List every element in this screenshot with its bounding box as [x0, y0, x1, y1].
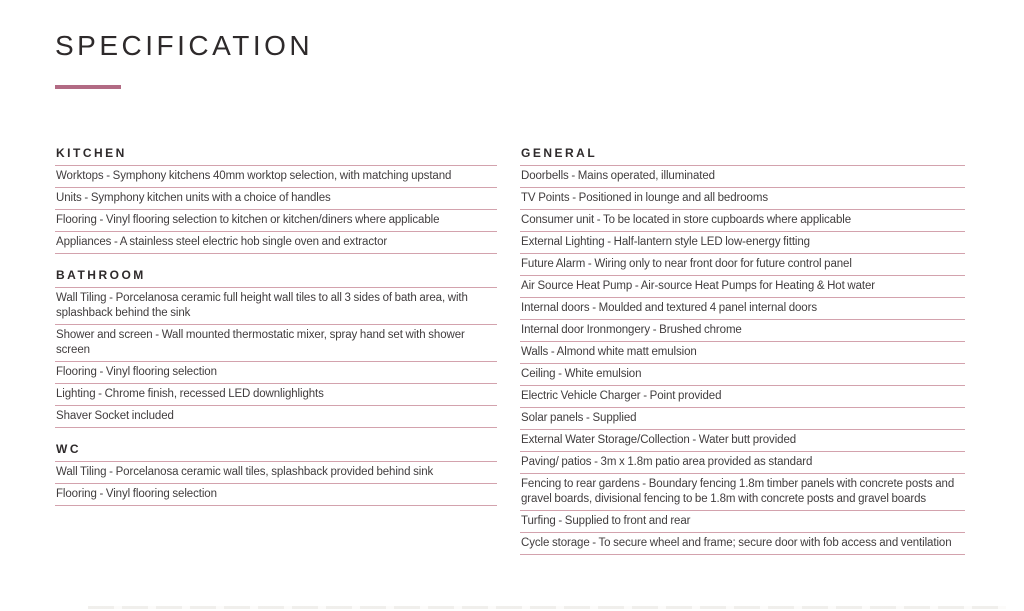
- spec-item: Air Source Heat Pump - Air-source Heat Pumps for Heating & Hot water: [520, 276, 965, 298]
- spec-item: Ceiling - White emulsion: [520, 364, 965, 386]
- spec-item: Shaver Socket included: [55, 406, 497, 428]
- spec-item: TV Points - Positioned in lounge and all bedrooms: [520, 188, 965, 210]
- spec-item: Wall Tiling - Porcelanosa ceramic wall tiles, splashback provided behind sink: [55, 462, 497, 484]
- spec-item: Lighting - Chrome finish, recessed LED downlighlights: [55, 384, 497, 406]
- spec-item: Flooring - Vinyl flooring selection: [55, 362, 497, 384]
- spec-item: Units - Symphony kitchen units with a choice of handles: [55, 188, 497, 210]
- page-header: [55, 30, 313, 89]
- spec-item: Paving/ patios - 3m x 1.8m patio area provided as standard: [520, 452, 965, 474]
- spec-item: Solar panels - Supplied: [520, 408, 965, 430]
- spec-item: Internal doors - Moulded and textured 4 panel internal doors: [520, 298, 965, 320]
- spec-item: Appliances - A stainless steel electric hob single oven and extractor: [55, 232, 497, 254]
- left-column: [55, 146, 497, 555]
- spec-item: Flooring - Vinyl flooring selection to kitchen or kitchen/diners where applicable: [55, 210, 497, 232]
- spec-item: Electric Vehicle Charger - Point provided: [520, 386, 965, 408]
- section-heading: WC: [55, 442, 497, 462]
- spec-item: External Water Storage/Collection - Water butt provided: [520, 430, 965, 452]
- spec-section: [55, 146, 497, 254]
- section-heading: KITCHEN: [55, 146, 497, 166]
- page-title: SPECIFICATION: [55, 30, 314, 61]
- spec-item: Walls - Almond white matt emulsion: [520, 342, 965, 364]
- spec-item: Future Alarm - Wiring only to near front door for future control panel: [520, 254, 965, 276]
- right-column: [520, 146, 965, 555]
- spec-section: [55, 442, 497, 506]
- spec-item: Internal door Ironmongery - Brushed chrome: [520, 320, 965, 342]
- title-accent-rule: [55, 85, 121, 89]
- spec-item: Shower and screen - Wall mounted thermostatic mixer, spray hand set with shower screen: [55, 325, 497, 362]
- spec-item: Worktops - Symphony kitchens 40mm worktop selection, with matching upstand: [55, 166, 497, 188]
- section-heading: GENERAL: [520, 146, 965, 166]
- spec-columns: [55, 146, 965, 555]
- spec-item: Consumer unit - To be located in store cupboards where applicable: [520, 210, 965, 232]
- spec-item: Turfing - Supplied to front and rear: [520, 511, 965, 533]
- spec-item: Cycle storage - To secure wheel and frame; secure door with fob access and ventilation: [520, 533, 965, 555]
- spec-section: [520, 146, 965, 555]
- spec-item: Fencing to rear gardens - Boundary fencing 1.8m timber panels with concrete posts and gravel boards, divisional fencing to be 1.8m with concrete posts and gravel boards: [520, 474, 965, 511]
- spec-item: External Lighting - Half-lantern style LED low-energy fitting: [520, 232, 965, 254]
- spec-section: [55, 268, 497, 428]
- spec-item: Wall Tiling - Porcelanosa ceramic full height wall tiles to all 3 sides of bath area, with splashback behind the sink: [55, 288, 497, 325]
- page-edge-artifact: [88, 606, 1006, 609]
- spec-item: Doorbells - Mains operated, illuminated: [520, 166, 965, 188]
- section-heading: BATHROOM: [55, 268, 497, 288]
- spec-item: Flooring - Vinyl flooring selection: [55, 484, 497, 506]
